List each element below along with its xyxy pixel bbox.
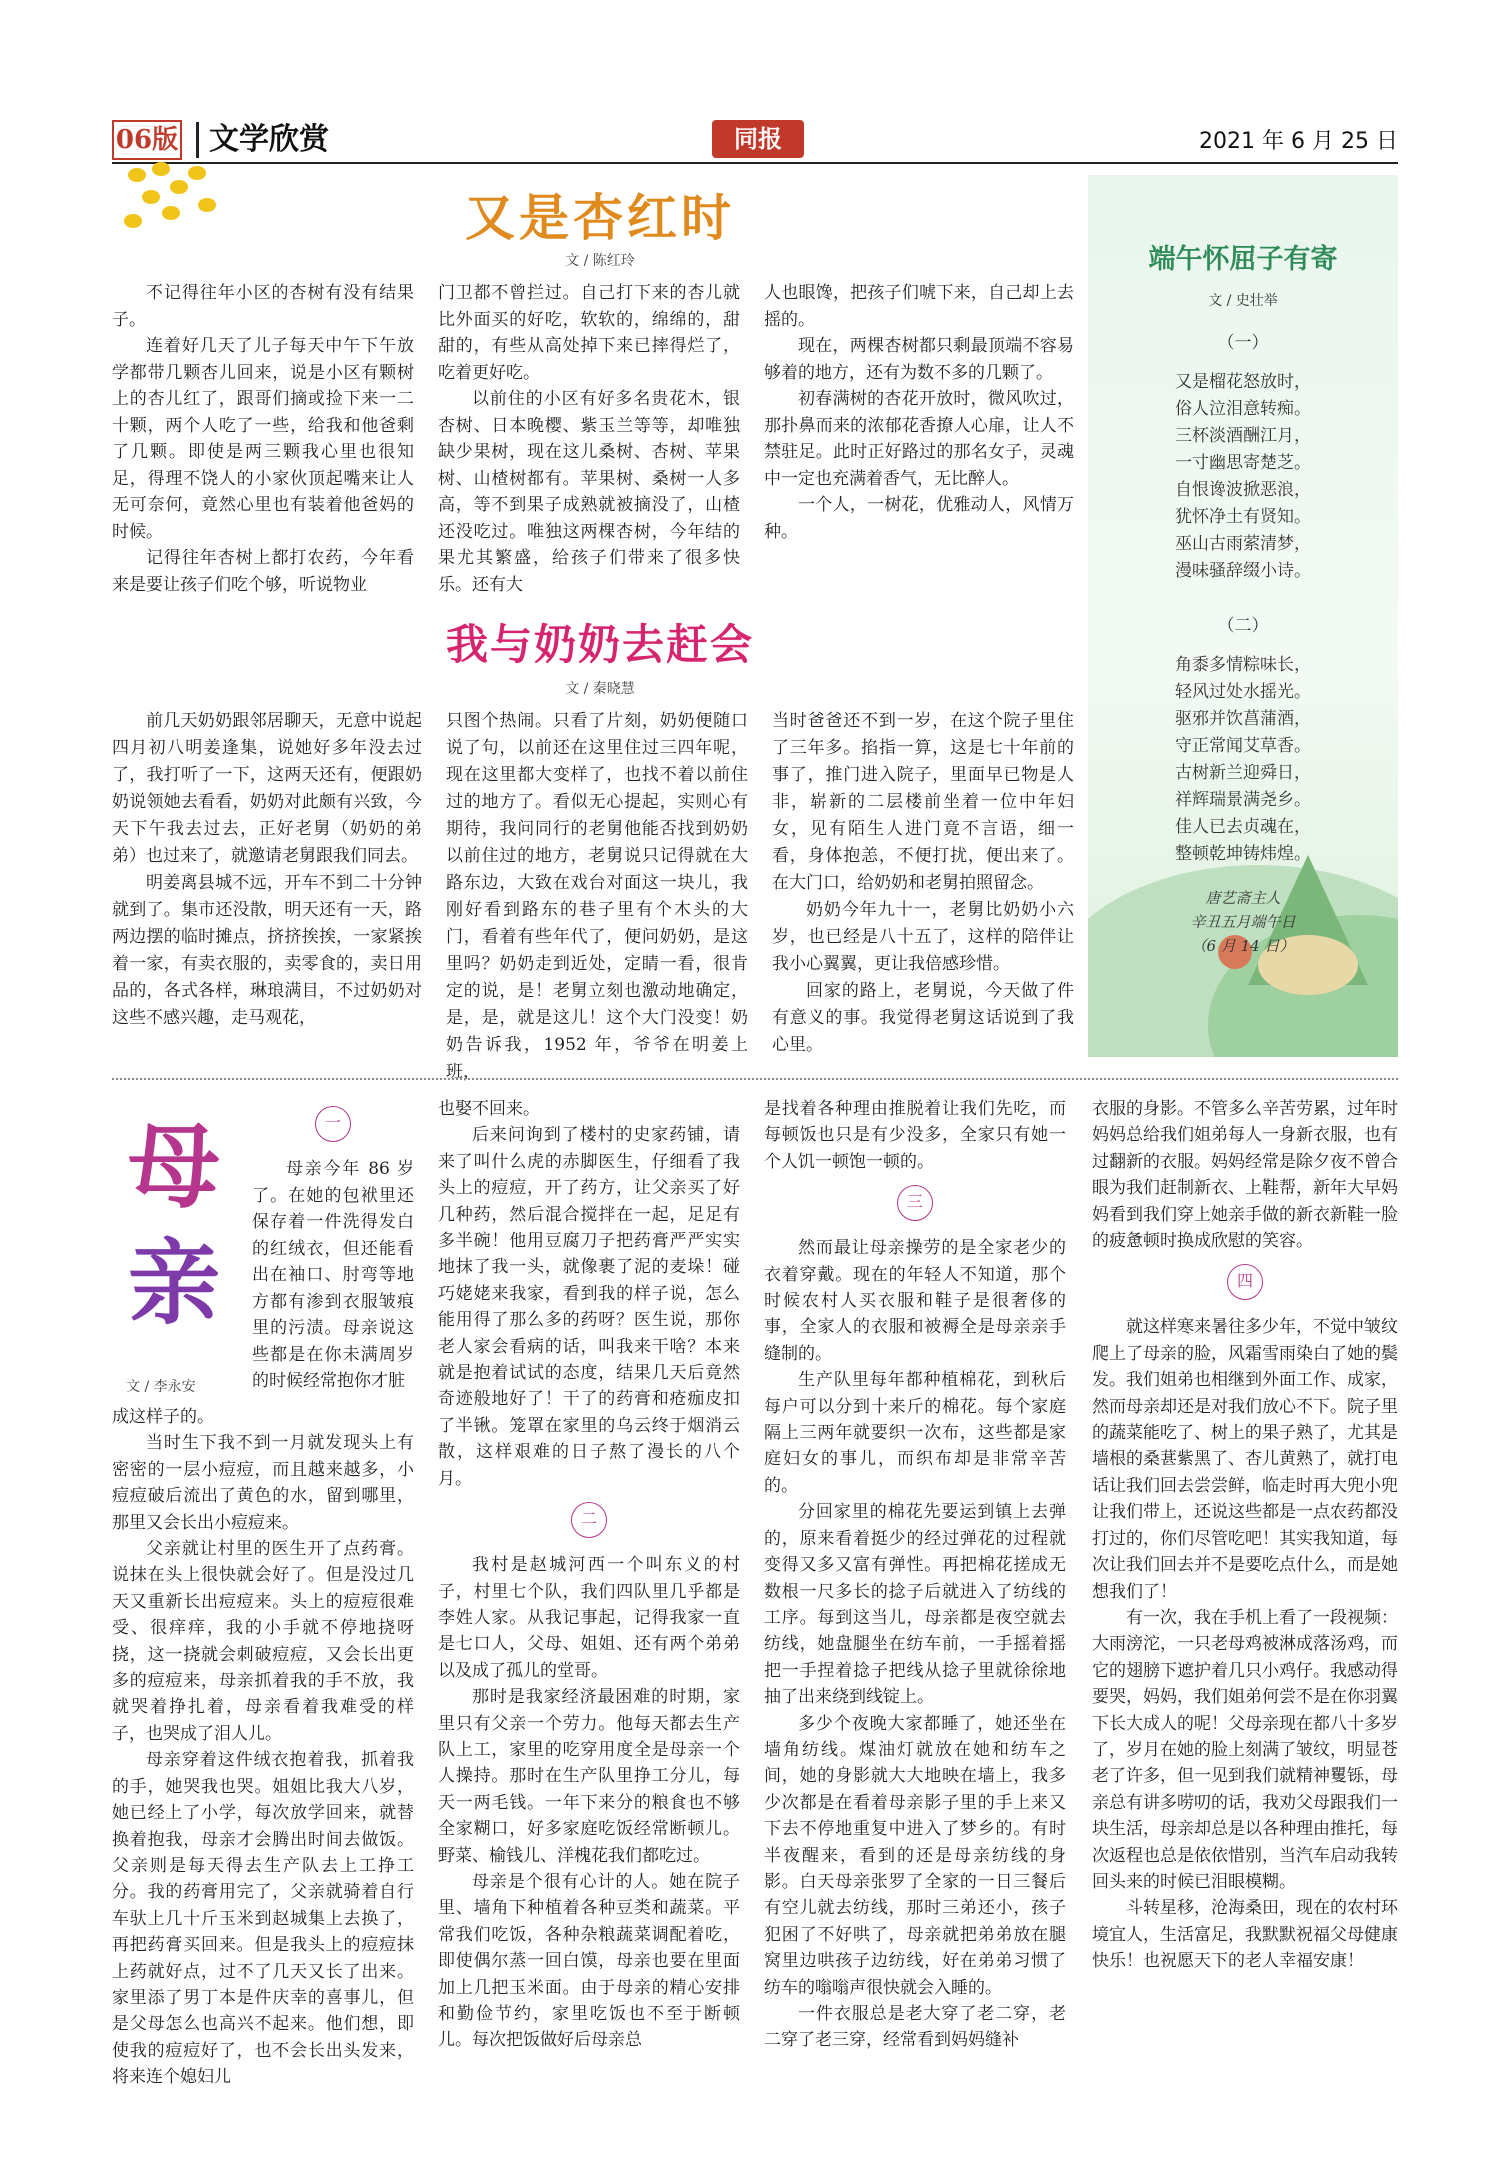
section-number-badge: 三	[897, 1185, 933, 1221]
paragraph: 人也眼馋，把孩子们唬下来，自己却上去摇的。	[764, 283, 1074, 330]
article3-title-char2: 亲	[128, 1230, 221, 1337]
verse-line: 古树新兰迎舜日，	[1175, 763, 1311, 783]
article2-col2	[446, 708, 748, 1086]
paragraph: 然而最让母亲操劳的是全家老少的衣着穿戴。现在的年轻人不知道，那个时候农村人买衣服和鞋子是很奢侈的事，全家人的衣服和被褥全是母亲亲手缝制的。	[764, 1238, 1066, 1364]
sign-line: 唐艺斋主人	[1205, 889, 1281, 907]
article2-byline: 文 / 秦晓慧	[565, 681, 635, 697]
verse-line: 驱邪并饮菖蒲酒，	[1175, 709, 1311, 729]
paragraph: 现在，两棵杏树都只剩最顶端不容易够着的地方，还有为数不多的几颗了。	[764, 336, 1074, 383]
poem-part-number: （二）	[1217, 616, 1269, 636]
paragraph: 以前住的小区有好多名贵花木，银杏树、日本晚樱、紫玉兰等等，却唯独缺少果树，现在这儿桑树、杏树、苹果树、山楂树都有。苹果树、桑树一人多高，等不到果子成熟就被摘没了，山楂还没吃过。唯独这两棵杏树，今年结的果尤其繁盛，给孩子们带来了很多快乐。还有大	[438, 389, 740, 595]
paragraph: 奶奶今年九十一，老舅比奶奶小六岁，也已经是八十五了，这样的陪伴让我小心翼翼，更让我倍感珍惜。	[772, 900, 1074, 974]
paragraph: 分回家里的棉花先要运到镇上去弹的，原来看着挺少的经过弹花的过程就变得又多又富有弹性。再把棉花搓成无数根一尺多长的捻子后就进入了纺线的工序。每到这当儿，母亲都是夜空就去纺线，她盘腿坐在纺车前，一手摇着摇把一手捏着捻子把线从捻子里就徐徐地抽了出来绕到线锭上。	[764, 1502, 1066, 1708]
paragraph: 生产队里每年都种植棉花，到秋后每户可以分到十来斤的棉花。每个家庭隔上三两年就要织一次布，这些都是家庭妇女的事儿，而织布却是非常辛苦的。	[764, 1370, 1066, 1496]
article1-byline: 文 / 陈红玲	[565, 253, 635, 269]
article1-title: 又是杏红时	[465, 189, 735, 247]
paragraph: 只图个热闹。只看了片刻，奶奶便随口说了句，以前还在这里住过三四年呢，现在这里都大变样了，也找不着以前住过的地方了。看似无心提起，实则心有期待，我问同行的老舅他能否找到奶奶以前住过的地方，老舅说只记得就在大路东边，大致在戏台对面这一块儿，我刚好看到路东的巷子里有个木头的大门，看着有些年代了，便问奶奶，是这里吗？奶奶走到近处，定睛一看，很肯定的说，是！老舅立刻也激动地确定，是，是，就是这儿！这个大门没变！奶奶告诉我，1952 年，爷爷在明姜上班，	[446, 711, 748, 1082]
article2-col3	[772, 708, 1074, 1059]
sign-line: （6 月 14 日）	[1191, 937, 1295, 955]
verse-line: 整顿乾坤铸炜煌。	[1175, 844, 1311, 864]
paragraph: 门卫都不曾拦过。自己打下来的杏儿就比外面买的好吃，软软的，绵绵的，甜甜的，有些从高处掉下来已摔得烂了，吃着更好吃。	[438, 283, 740, 383]
article3-col1-top	[252, 1096, 414, 1395]
verse-line: 轻风过处水摇光。	[1175, 682, 1311, 702]
verse-line: 祥辉瑞景满尧乡。	[1175, 790, 1311, 810]
poem-sidebar	[1088, 175, 1398, 1057]
paragraph: 衣服的身影。不管多么辛苦劳累，过年时妈妈总给我们姐弟每人一身新衣服，也有过翻新的衣服。妈妈经常是除夕夜不曾合眼为我们赶制新衣、上鞋帮，新年大早妈妈看到我们穿上她亲手做的新衣新鞋一脸的疲惫顿时换成欣慰的笑容。	[1092, 1099, 1398, 1252]
verse-line: 守正常闻艾草香。	[1175, 736, 1311, 756]
page-number: 06版	[112, 120, 182, 160]
paragraph: 回家的路上，老舅说，今天做了件有意义的事。我觉得老舅这话说到了我心里。	[772, 981, 1074, 1055]
poem-title: 端午怀屈子有寄	[1148, 244, 1338, 275]
paragraph: 当时爸爸还不到一岁，在这个院子里住了三年多。掐指一算，这是七十年前的事了，推门进入院子，里面早已物是人非，崭新的二层楼前坐着一位中年妇女，见有陌生人进门竟不言语，细一看，身体抱恙，不便打扰，便出来了。在大门口，给奶奶和老舅拍照留念。	[772, 711, 1074, 893]
paragraph: 一个人，一树花，优雅动人，风情万种。	[764, 495, 1074, 542]
article1-col1	[112, 280, 414, 598]
paragraph: 母亲穿着这件绒衣抱着我，抓着我的手，她哭我也哭。姐姐比我大八岁，她已经上了小学，每次放学回来，就替换着抱我，母亲才会腾出时间去做饭。父亲则是每天得去生产队去上工挣工分。我的药膏用完了，父亲就骑着自行车驮上几十斤玉米到赵城集上去换了，再把药膏买回来。但是我头上的痘痘抹上药就好点，过不了几天又长了出来。家里添了男丁本是件庆幸的喜事儿，但是父母怎么也高兴不起来。他们想，即使我的痘痘好了，也不会长出头发来，将来连个媳妇儿	[112, 1750, 414, 2088]
paragraph: 不记得往年小区的杏树有没有结果子。	[112, 283, 414, 330]
poem-part-number: （一）	[1217, 333, 1269, 353]
paragraph: 明姜离县城不远，开车不到二十分钟就到了。集市还没散，明天还有一天，路两边摆的临时摊点，挤挤挨挨，一家紧挨着一家，有卖衣服的，卖零食的，卖日用品的，各式各样，琳琅满目，不过奶奶对这些不感兴趣，走马观花，	[112, 873, 422, 1028]
paragraph: 母亲今年 86 岁了。在她的包袱里还保存着一件洗得发白的红绒衣，但还能看出在袖口、肘弯等地方都有渗到衣服皱痕里的污渍。母亲说这些都是在你未满周岁的时候经常抱你才脏	[252, 1159, 414, 1391]
page-header	[112, 120, 1398, 164]
newspaper-logo: 同报	[712, 120, 804, 158]
paragraph: 是找着各种理由推脱着让我们先吃，而每顿饭也只是有少没多，全家只有她一个人饥一顿饱一顿的。	[764, 1099, 1066, 1172]
verse-line: 又是榴花怒放时，	[1175, 372, 1311, 392]
article3-byline: 文 / 李永安	[126, 1379, 196, 1395]
verse-line: 角黍多情粽味长，	[1175, 655, 1311, 675]
paragraph: 一件衣服总是老大穿了老二穿，老二穿了老三穿，经常看到妈妈缝补	[764, 2004, 1066, 2051]
paragraph: 成这样子的。	[112, 1407, 214, 1427]
poem-signature	[1088, 886, 1398, 958]
paragraph: 我村是赵城河西一个叫东义的村子，村里七个队，我们四队里几乎都是李姓人家。从我记事起，记得我家一直是七口人，父母、姐姐、还有两个弟弟以及成了孤儿的堂哥。	[438, 1555, 740, 1681]
verse-line: 自恨谗波掀恶浪，	[1175, 480, 1311, 500]
paragraph: 后来问询到了楼村的史家药铺，请来了叫什么虎的赤脚医生，仔细看了我头上的痘痘，开了药方，让父亲买了好几种药，然后混合搅拌在一起，足足有多半碗！他用豆腐刀子把药膏严严实实地抹了我一头，就像裹了泥的麦垛！碰巧姥姥来我家，看到我的样子说，怎么能用得了那么多的药呀？医生说，那你老人家会看病的话，叫我来干啥？本来就是抱着试试的态度，结果几天后竟然奇迹般地好了！干了的药膏和疮痂皮扣了半锹。笼罩在家里的乌云终于烟消云散，这样艰难的日子熬了漫长的八个月。	[438, 1125, 740, 1489]
article1-col3	[764, 280, 1074, 545]
verse-line: 佳人已去贞魂在，	[1175, 817, 1311, 837]
paragraph: 父亲就让村里的医生开了点药膏。说抹在头上很快就会好了。但是没过几天又重新长出痘痘来。头上的痘痘很难受、很痒痒，我的小手就不停地挠呀挠，这一挠就会刺破痘痘，又会长出更多的痘痘来，母亲抓着我的手不放，我就哭着挣扎着，母亲看着我难受的样子，也哭成了泪人儿。	[112, 1539, 414, 1744]
verse-line: 犹怀净土有贤知。	[1175, 507, 1311, 527]
section-number-badge: 一	[315, 1106, 351, 1142]
article3-col1	[112, 1404, 414, 2091]
article1-col2	[438, 280, 740, 598]
section-number-badge: 四	[1227, 1264, 1263, 1300]
paragraph: 那时是我家经济最困难的时期，家里只有父亲一个劳力。他每天都去生产队上工，家里的吃穿用度全是母亲一个人操持。那时在生产队里挣工分儿，每天一两毛钱。一年下来分的粮食也不够全家糊口，好多家庭吃饭经常断顿儿。野菜、榆钱儿、洋槐花我们都吃过。	[438, 1687, 740, 1866]
paragraph: 斗转星移，沧海桑田，现在的农村环境宜人，生活富足，我默默祝福父母健康快乐！也祝愿天下的老人幸福安康！	[1092, 1898, 1398, 1972]
paragraph: 就这样寒来暑往多少年，不觉中皱纹爬上了母亲的脸，风霜雪雨染白了她的鬓发。我们姐弟也相继到外面工作、成家，然而母亲却还是对我们放心不下。院子里的蔬菜能吃了、树上的果子熟了，尤其是墙根的桑葚紫黑了、杏儿黄熟了，就打电话让我们回去尝尝鲜，临走时再大兜小兜让我们带上，还说这些都是一点农药都没打过的，你们尽管吃吧！其实我知道，每次让我们回去并不是要吃点什么，而是她想我们了！	[1092, 1317, 1398, 1602]
article3-col2	[438, 1096, 740, 2054]
poem-part1	[1088, 369, 1398, 585]
verse-line: 漫味骚辞缀小诗。	[1175, 561, 1311, 581]
paragraph: 多少个夜晚大家都睡了，她还坐在墙角纺线。煤油灯就放在她和纺车之间，她的身影就大大地映在墙上，我多少次都是在看着母亲影子里的手上来又下去不停地重复中进入了梦乡的。有时半夜醒来，看到的还是母亲纺线的身影。白天母亲张罗了全家的一日三餐后有空儿就去纺线，那时三弟还小，孩子犯困了不好哄了，母亲就把弟弟放在腿窝里边哄孩子边纺线，好在弟弟习惯了纺车的嗡嗡声很快就会入睡的。	[764, 1713, 1066, 1998]
paragraph: 当时生下我不到一月就发现头上有密密的一层小痘痘，而且越来越多，小痘痘破后流出了黄色的水，留到哪里，那里又会长出小痘痘来。	[112, 1433, 414, 1533]
verse-line: 巫山古雨萦清梦，	[1175, 534, 1311, 554]
poem-byline: 文 / 史壮举	[1208, 293, 1278, 309]
verse-line: 三杯淡酒酬江月，	[1175, 426, 1311, 446]
section-title: 文学欣赏	[196, 122, 329, 158]
article3-title-char1: 母	[128, 1114, 221, 1221]
verse-line: 俗人泣泪意转痴。	[1175, 399, 1311, 419]
article2-col1	[112, 708, 422, 1032]
sign-line: 辛丑五月端午日	[1190, 913, 1296, 931]
paragraph: 前几天奶奶跟邻居聊天，无意中说起四月初八明姜逢集，说她好多年没去过了，我打听了一下，这两天还有，便跟奶奶说领她去看看，奶奶对此颇有兴致，今天下午我去过去，正好老舅（奶奶的弟弟）也过来了，就邀请老舅跟我们同去。	[112, 711, 422, 866]
article3-col4	[1092, 1096, 1398, 1975]
paragraph: 初春满树的杏花开放时，微风吹过，那扑鼻而来的浓郁花香撩人心扉，让人不禁驻足。此时正好路过的那名女子，灵魂中一定也充满着香气，无比醉人。	[764, 389, 1074, 489]
paragraph: 也娶不回来。	[438, 1099, 540, 1119]
poem-part2	[1088, 652, 1398, 868]
paragraph: 连着好几天了儿子每天中午下午放学都带几颗杏儿回来，说是小区有颗树上的杏儿红了，跟哥们摘或捡下来一二十颗，两个人吃了一些，给我和他爸剩了几颗。即使是两三颗我心里也很知足，得理不饶人的小家伙顶起嘴来让人无可奈何，竟然心里也有装着他爸妈的时候。	[112, 336, 414, 542]
section-number-badge: 二	[571, 1502, 607, 1538]
paragraph: 母亲是个很有心计的人。她在院子里、墙角下种植着各种豆类和蔬菜。平常我们吃饭，各种杂粮蔬菜调配着吃，即使偶尔蒸一回白馍，母亲也要在里面加上几把玉米面。由于母亲的精心安排和勤俭节约，家里吃饭也不至于断顿儿。每次把饭做好后母亲总	[438, 1871, 740, 2051]
issue-date: 2021 年 6 月 25 日	[1199, 129, 1398, 154]
paragraph: 记得往年杏树上都打农药，今年看来是要让孩子们吃个够，听说物业	[112, 548, 414, 595]
article2-title: 我与奶奶去赶会	[445, 620, 754, 669]
verse-line: 一寸幽思寄楚芝。	[1175, 453, 1311, 473]
article3-col3	[764, 1096, 1066, 2054]
paragraph: 有一次，我在手机上看了一段视频：大雨滂沱，一只老母鸡被淋成落汤鸡，而它的翅膀下遮护着几只小鸡仔。我感动得要哭，妈妈，我们姐弟何尝不是在你羽翼下长大成人的呢！父母亲现在都八十多岁了，岁月在她的脸上刻满了皱纹，明显苍老了许多，但一见到我们就精神矍铄，母亲总有讲多唠叨的话，我劝父母跟我们一块生活，母亲却总是以各种理由推托，每次返程也总是依依惜别，当汽车启动我转回头来的时候已泪眼模糊。	[1092, 1607, 1398, 1892]
section-divider	[112, 1078, 1398, 1080]
